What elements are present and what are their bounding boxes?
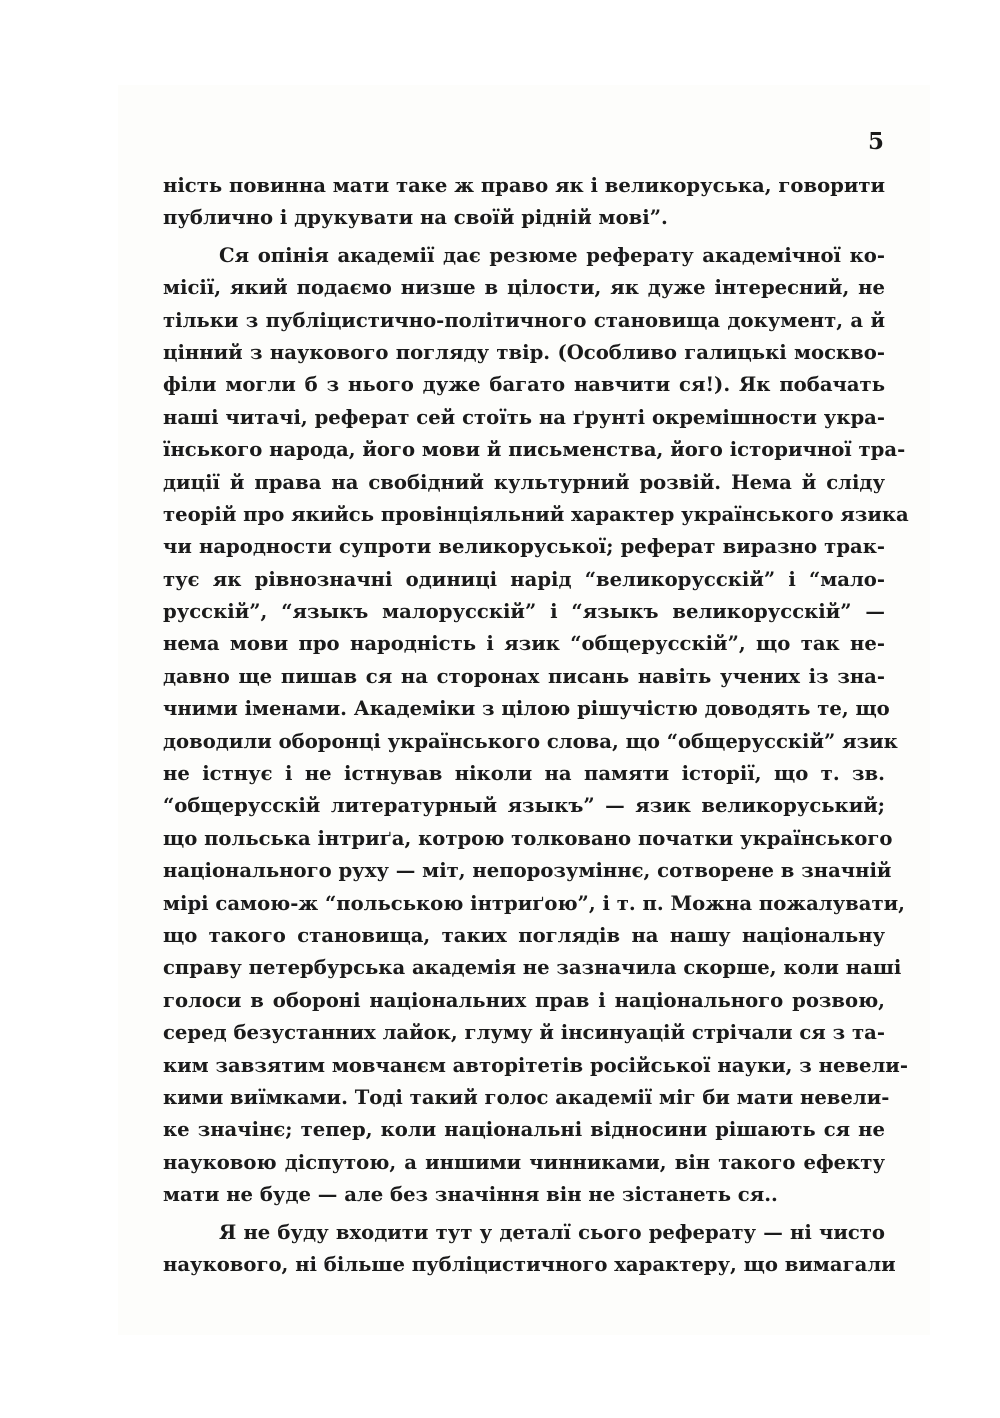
text-line: що польська інтриґа, котрою толковано початки українського	[163, 826, 893, 850]
body-text	[163, 170, 909, 1281]
text-line: Я не буду входити тут у деталї сього реферату — ні чисто	[219, 1220, 885, 1244]
text-line: наукового, ні більше публіцистичного характеру, що вимагали	[163, 1252, 896, 1276]
text-line: голоси в обороні національних прав і національного розвою,	[163, 988, 885, 1012]
text-line: Ся опінія академії дає резюме реферату академічної ко-	[219, 243, 885, 267]
text-line: ким завзятим мовчанєм авторітетів російської науки, з невели-	[163, 1053, 908, 1077]
text-line: справу петербурська академія не зазначила скорше, коли наші	[163, 956, 902, 980]
text-line: тує як рівнозначні одиниці нарід “великорусскій” і “мало-	[163, 567, 885, 591]
text-line: мірі самою-ж “польською інтриґою”, і т. п. Можна пожалувати,	[163, 891, 905, 915]
text-line: їнського народа, його мови й письменства, його історичної тра-	[163, 438, 906, 462]
text-line: ність повинна мати таке ж право як і великоруська, говорити	[163, 174, 886, 197]
text-line: кими виїмками. Тоді такий голос академії міг би мати невели-	[163, 1085, 890, 1109]
text-line: диції й права на свобідний культурний розвій. Нема й сліду	[163, 470, 885, 494]
text-line: русскій”, “языкъ малорусскій” і “языкъ великорусскій” —	[163, 600, 885, 624]
text-line: ке значінє; тепер, коли національні відносини рішають ся не	[163, 1118, 885, 1142]
text-line: не істнує і не істнував ніколи на памяти історії, що т. зв.	[163, 762, 885, 786]
text-line: що такого становища, таких поглядів на нашу національну	[163, 923, 885, 947]
text-line: давно ще пишав ся на сторонах писань навіть учених із зна-	[163, 664, 885, 688]
text-line: цінний з наукового погляду твір. (Особливо галицькі москво-	[163, 340, 885, 364]
page-number: 5	[868, 128, 885, 155]
text-line: наші читачі, реферат сей стоїть на ґрунті окремішности укра-	[163, 405, 885, 429]
text-line: тільки з публіцистично-політичного становища документ, а й	[163, 308, 885, 332]
text-line: науковою діспутою, а иншими чинниками, він такого ефекту	[163, 1150, 885, 1174]
text-line: доводили оборонці українського слова, що “общерусскій” язик	[163, 729, 898, 753]
text-line: мати не буде — але без значіння він не зістанеть ся..	[163, 1183, 778, 1207]
text-line: серед безустанних лайок, глуму й інсинуацій стрічали ся з та-	[163, 1021, 885, 1045]
text-line: нема мови про народність і язик “общерусскій”, що так не-	[163, 632, 885, 656]
text-line: місії, який подаємо низше в цілости, як дуже інтересний, не	[163, 276, 885, 300]
text-line: теорій про якийсь провінціяльний характер українського язика	[163, 502, 909, 526]
text-line: філи могли б з нього дуже багато навчити ся!). Як побачать	[163, 373, 885, 397]
text-line: публично і друкувати на своїй рідній мові”.	[163, 206, 668, 230]
text-line: чи народности супроти великоруської; реферат виразно трак-	[163, 535, 885, 559]
text-line: “общерусскій литературный языкъ” — язик великоруський;	[163, 794, 885, 818]
text-line: національного руху — міт, непорозуміннє, сотворене в значній	[163, 859, 892, 883]
text-line: чними іменами. Академіки з цілою рішучістю доводять те, що	[163, 697, 890, 721]
